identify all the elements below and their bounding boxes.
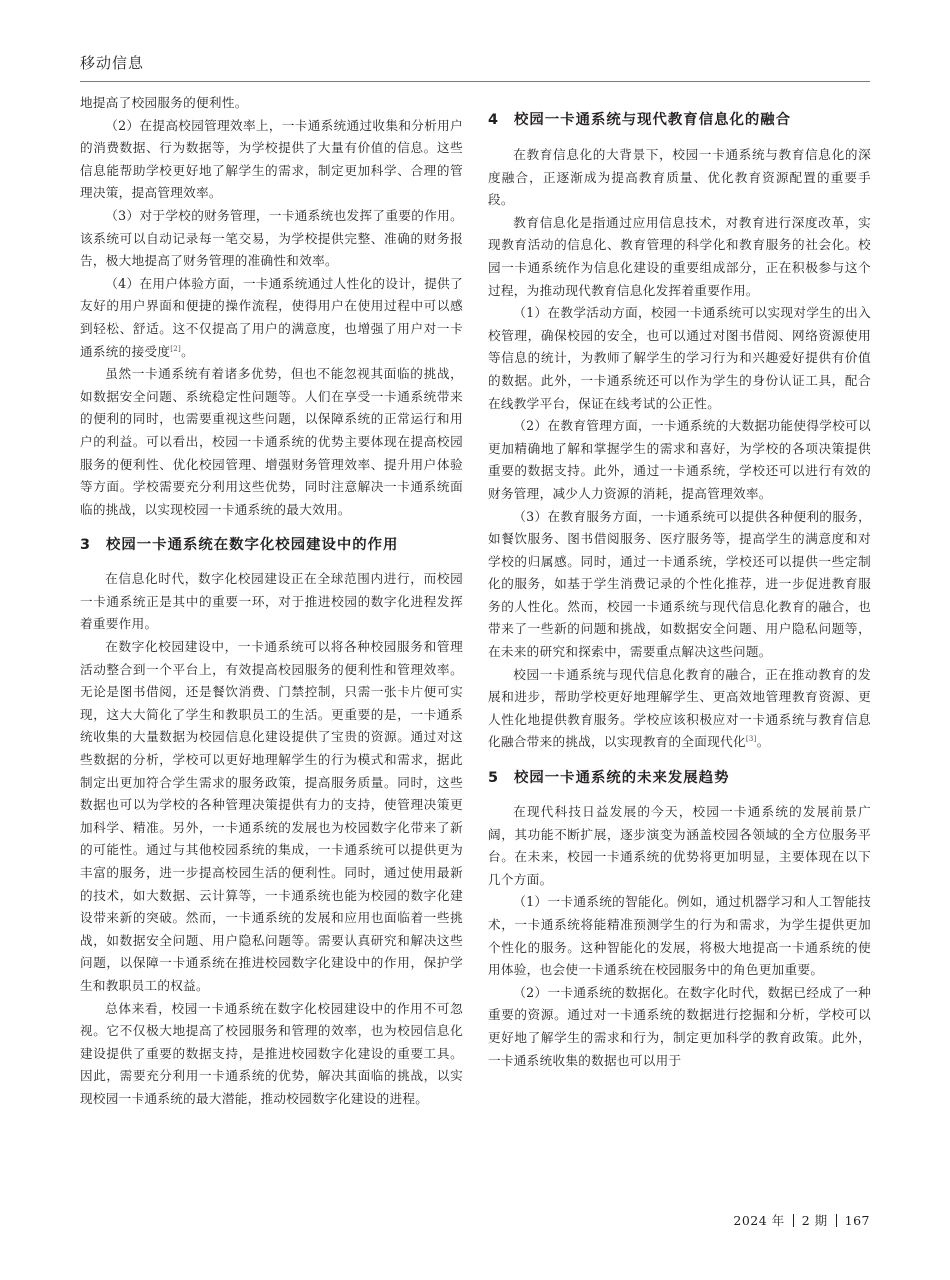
paragraph: 在现代科技日益发展的今天，校园一卡通系统的发展前景广阔，其功能不断扩展，逐步演变为涵盖校园各领域的全方位服务平台。在未来，校园一卡通系统的优势将更加明显，主要体现在以下几个方面。 — [488, 804, 871, 887]
footer-separator — [836, 1214, 837, 1227]
paragraph: 总体来看，校园一卡通系统在数字化校园建设中的作用不可忽视。它不仅极大地提高了校园服务和管理的效率，也为校园信息化建设提供了重要的数据支持，是推进校园数字化建设的重要工具。因此，需要充分利用一卡通系统的优势，解决其面临的挑战，以实现校园一卡通系统的最大潜能，推动校园数字化建设的进程。 — [80, 1000, 463, 1106]
paragraph — [488, 664, 871, 754]
citation-ref: [2] — [170, 344, 182, 353]
paragraph: （2）在提高校园管理效率上，一卡通系统通过收集和分析用户的消费数据、行为数据等，为学校提供了大量有价值的信息。这些信息能帮助学校更好地了解学生的需求，制定更加科学、合理的管理决策，提高管理效率。 — [80, 117, 463, 201]
paragraph: 在数字化校园建设中，一卡通系统可以将各种校园服务和管理活动整合到一个平台上，有效提高校园服务的便利性和管理效率。无论是图书借阅，还是餐饮消费、门禁控制，只需一张卡片便可实现，这大大简化了学生和教职员工的生活。更重要的是，一卡通系统收集的大量数据为校园信息化建设提供了宝贵的资源。通过对这些数据的分析，学校可以更好地理解学生的行为模式和需求，据此制定出更加符合学生需求的服务政策，提高服务质量。同时，这些数据也可以为学校的各种管理决策提供有力的支持，使管理决策更加科学、精准。另外，一卡通系统的发展也为校园数字化带来了新的可能性。通过与其他校园系统的集成，一卡通系统可以提供更为丰富的服务，进一步提高校园生活的便利性。同时，通过使用最新的技术，如大数据、云计算等，一卡通系统也能为校园的数字化建设带来新的突破。然而，一卡通系统的发展和应用也面临着一些挑战，如数据安全问题、用户隐私问题等。需要认真研究和解决这些问题，以保障一卡通系统在推进校园数字化建设中的作用，保护学生和教职员工的权益。 — [80, 639, 463, 993]
paragraph-text-end: 。 — [181, 343, 194, 359]
header-rule — [80, 81, 870, 82]
paragraph: （3）在教育服务方面，一卡通系统可以提供各种便利的服务，如餐饮服务、图书借阅服务、医疗服务等，提高学生的满意度和对学校的归属感。同时，通过一卡通系统，学校还可以提供一些定制化的服务，如基于学生消费记录的个性化推荐，进一步促进教育服务的人性化。然而，校园一卡通系统与现代信息化教育的融合，也带来了一些新的问题和挑战，如数据安全问题、用户隐私问题等，在未来的研究和探索中，需要重点解决这些问题。 — [488, 508, 871, 660]
paragraph: （1）在教学活动方面，校园一卡通系统可以实现对学生的出入校管理，确保校园的安全，也可以通过对图书借阅、网络资源使用等信息的统计，为教师了解学生的学习行为和兴趣爱好提供有价值的数据。此外，一卡通系统还可以作为学生的身份认证工具，配合在线教学平台，保证在线考试的公正性。 — [488, 305, 871, 411]
left-column — [80, 92, 463, 1111]
paragraph: （2）一卡通系统的数据化。在数字化时代，数据已经成了一种重要的资源。通过对一卡通系统的数据进行挖掘和分析，学校可以更好地了解学生的需求和行为，制定更加科学的教育政策。此外，一卡通系统收集的数据也可以用于 — [488, 984, 871, 1068]
paragraph: （2）在教育管理方面，一卡通系统的大数据功能使得学校可以更加精确地了解和掌握学生的需求和喜好，为学校的各项决策提供重要的数据支持。此外，通过一卡通系统，学校还可以进行有效的财务管理，减少人力资源的消耗，提高管理效率。 — [488, 418, 871, 501]
section-heading-5 — [488, 766, 871, 787]
section-number: 3 — [80, 537, 92, 554]
paragraph-text: （4）在用户体验方面，一卡通系统通过人性化的设计，提供了友好的用户界面和便捷的操作流程，使得用户在使用过程中可以感到轻松、舒适。这不仅提高了用户的满意度，也增强了用户对一卡通系统的接受度 — [80, 275, 463, 359]
section-number: 5 — [488, 770, 500, 787]
page-number: 167 — [844, 1213, 870, 1228]
section-title: 校园一卡通系统与现代教育信息化的融合 — [514, 112, 792, 128]
paragraph: （3）对于学校的财务管理，一卡通系统也发挥了重要的作用。该系统可以自动记录每一笔交易，为学校提供完整、准确的财务报告，极大地提高了财务管理的准确性和效率。 — [80, 207, 463, 269]
paragraph: 在信息化时代，数字化校园建设正在全球范围内进行，而校园一卡通系统正是其中的重要一环，对于推进校园的数字化进程发挥着重要作用。 — [80, 571, 463, 632]
paragraph: 教育信息化是指通过应用信息技术，对教育进行深度改革，实现教育活动的信息化、教育管理的科学化和教育服务的社会化。校园一卡通系统作为信息化建设的重要组成部分，正在积极参与这个过程，为推动现代教育信息化发挥着重要作用。 — [488, 214, 871, 298]
journal-title: 移动信息 — [80, 54, 145, 72]
section-heading-4 — [488, 108, 871, 129]
page-footer — [733, 1211, 870, 1229]
section-number: 4 — [488, 112, 500, 128]
paragraph-text: 校园一卡通系统与现代信息化教育的融合，正在推动教育的发展和进步，帮助学校更好地理解学生、更高效地管理教育资源、更人性化地提供教育服务。学校应该积极应对一卡通系统与教育信息化融合带来的挑战，以实现教育的全面现代化 — [488, 666, 871, 750]
citation-ref: [3] — [745, 735, 757, 744]
footer-issue: 2 期 — [801, 1213, 828, 1228]
paragraph: 在教育信息化的大背景下，校园一卡通系统与教育信息化的深度融合，正逐渐成为提高教育质量、优化教育资源配置的重要手段。 — [488, 147, 871, 208]
section-title: 校园一卡通系统在数字化校园建设中的作用 — [106, 537, 399, 554]
paragraph: 地提高了校园服务的便利性。 — [80, 95, 248, 110]
paragraph: （1）一卡通系统的智能化。例如，通过机器学习和人工智能技术，一卡通系统将能精准预测学生的行为和需求，为学生提供更加个性化的服务。这种智能化的发展，将极大地提高一卡通系统的使用体验，也会使一卡通系统在校园服务中的角色更加重要。 — [488, 894, 871, 978]
paragraph: 虽然一卡通系统有着诸多优势，但也不能忽视其面临的挑战，如数据安全问题、系统稳定性问题等。人们在享受一卡通系统带来的便利的同时，也需要重视这些问题，以保障系统的正常运行和用户的利益。可以看出，校园一卡通系统的优势主要体现在提高校园服务的便利性、优化校园管理、增强财务管理效率、提升用户体验等方面。学校需要充分利用这些优势，同时注意解决一卡通系统面临的挑战，以实现校园一卡通系统的最大效用。 — [80, 366, 463, 517]
section-title: 校园一卡通系统的未来发展趋势 — [514, 770, 730, 787]
paragraph-text-end: 。 — [756, 734, 770, 750]
footer-separator — [793, 1214, 794, 1227]
footer-year: 2024 年 — [733, 1213, 785, 1228]
paragraph — [80, 273, 463, 363]
right-column — [488, 92, 871, 1072]
section-heading-3 — [80, 533, 463, 554]
